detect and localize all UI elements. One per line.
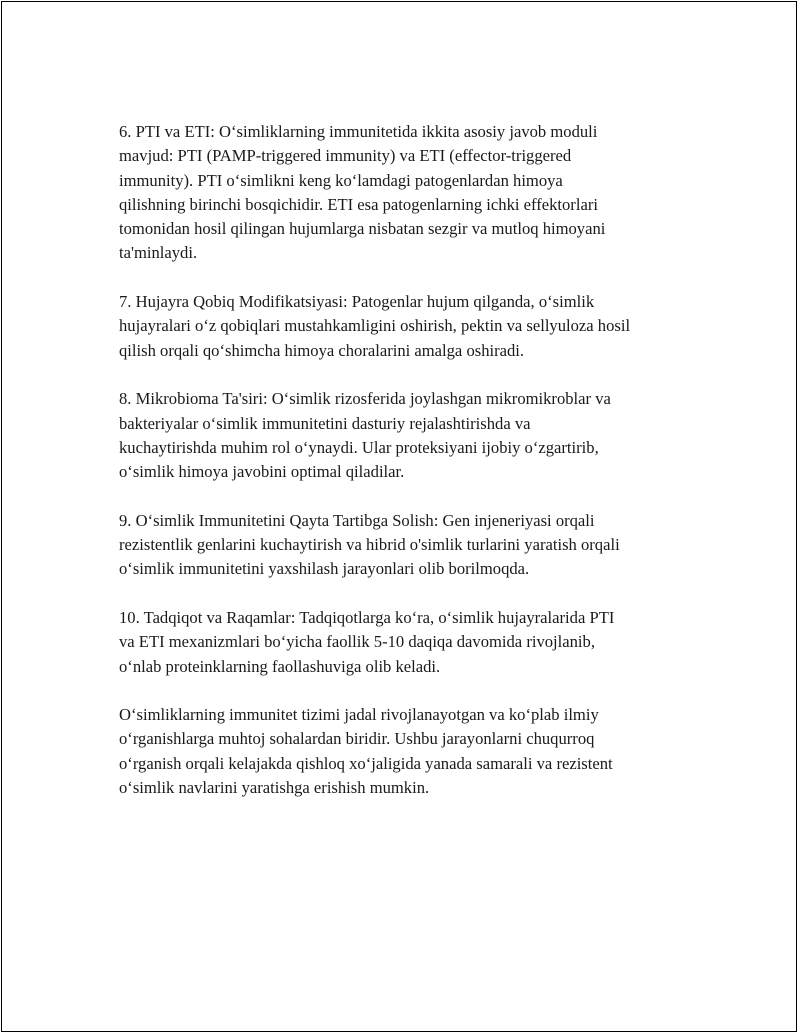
text-line: o‘simlik immunitetini yaxshilash jarayonlari olib borilmoqda. (119, 559, 530, 579)
text-line: immunity). PTI o‘simlikni keng ko‘lamdagi patogenlardan himoya (119, 170, 563, 190)
text-line: rezistentlik genlarini kuchaytirish va hibrid o'simlik turlarini yaratish orqali (119, 535, 620, 555)
paragraph-pti-eti (119, 120, 699, 266)
text-line: o‘simlik himoya javobini optimal qiladilar. (119, 462, 405, 482)
document-body (119, 120, 699, 825)
text-line: 10. Tadqiqot va Raqamlar: Tadqiqotlarga ko‘ra, o‘simlik hujayralarida PTI (119, 607, 615, 627)
paragraph-research-figures (119, 606, 699, 679)
text-line: o‘rganishlarga muhtoj sohalardan biridir. Ushbu jarayonlarni chuqurroq (119, 729, 595, 749)
text-line: qilish orqali qo‘shimcha himoya choralarini amalga oshiradi. (119, 340, 525, 360)
text-line: O‘simliklarning immunitet tizimi jadal rivojlanayotgan va ko‘plab ilmiy (119, 705, 599, 725)
paragraph-immunity-engineering (119, 509, 699, 582)
text-line: o‘rganish orqali kelajakda qishloq xo‘jaligida yanada samarali va rezistent (119, 753, 613, 773)
text-line: mavjud: PTI (PAMP-triggered immunity) va ETI (effector-triggered (119, 146, 572, 166)
text-line: bakteriyalar o‘simlik immunitetini dasturiy rejalashtirishda va (119, 413, 531, 433)
text-line: hujayralari o‘z qobiqlari mustahkamligini oshirish, pektin va sellyuloza hosil (119, 316, 631, 336)
document-page (1, 1, 797, 1032)
text-line: ta'minlaydi. (119, 243, 198, 263)
text-line: qilishning birinchi bosqichidir. ETI esa patogenlarning ichki effektorlari (119, 194, 598, 214)
text-line: 7. Hujayra Qobiq Modifikatsiyasi: Patogenlar hujum qilganda, o‘simlik (119, 292, 595, 312)
text-line: o‘simlik navlarini yaratishga erishish mumkin. (119, 778, 430, 798)
text-line: 6. PTI va ETI: O‘simliklarning immunitetida ikkita asosiy javob moduli (119, 122, 598, 141)
text-line: kuchaytirishda muhim rol o‘ynaydi. Ular proteksiyani ijobiy o‘zgartirib, (119, 437, 599, 457)
paragraph-microbiome (119, 387, 699, 484)
paragraph-cell-wall (119, 290, 699, 363)
text-line: tomonidan hosil qilingan hujumlarga nisbatan sezgir va mutloq himoyani (119, 219, 606, 239)
text-line: o‘nlab proteinklarning faollashuviga olib keladi. (119, 656, 441, 676)
paragraph-conclusion (119, 703, 699, 800)
text-line: 9. O‘simlik Immunitetini Qayta Tartibga Solish: Gen injeneriyasi orqali (119, 510, 595, 530)
text-line: va ETI mexanizmlari bo‘yicha faollik 5-10 daqiqa davomida rivojlanib, (119, 632, 595, 652)
text-line: 8. Mikrobioma Ta'siri: O‘simlik rizosferida joylashgan mikromikroblar va (119, 389, 611, 409)
